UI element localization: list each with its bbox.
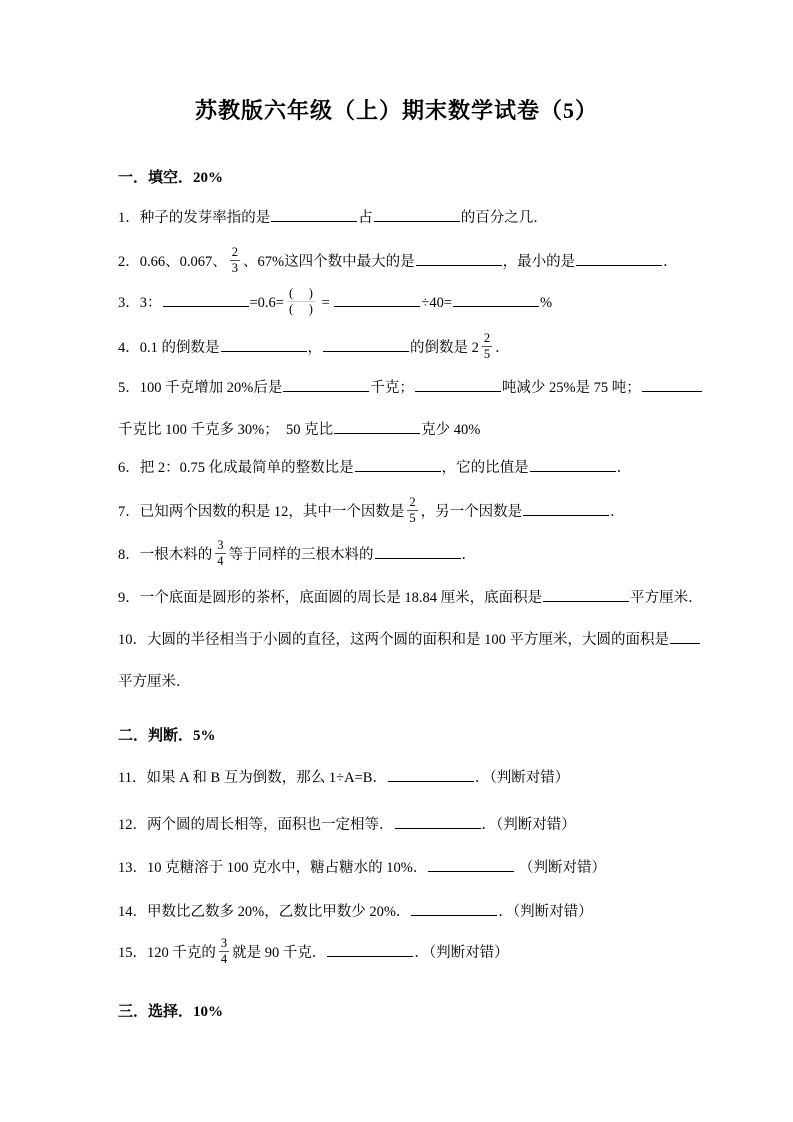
question-9 [118, 578, 703, 618]
fraction-denominator: 5 [483, 347, 491, 362]
question-5-line-2 [118, 410, 480, 450]
question-4 [118, 328, 510, 368]
fraction-denominator: 3 [231, 261, 238, 276]
text-segment: 5．100 千克增加 20%后是 [118, 380, 283, 396]
text-segment: ． [461, 547, 476, 563]
text-segment: 15．120 千克的 [118, 945, 216, 961]
answer-blank[interactable] [411, 901, 497, 916]
fraction-numerator: 2 [483, 331, 491, 346]
fraction-denominator: 4 [220, 952, 228, 967]
text-segment: = [317, 295, 334, 311]
question-6 [118, 448, 631, 488]
answer-blank[interactable] [642, 377, 702, 392]
question-10-line-1 [118, 620, 701, 660]
text-segment: 10．大圆的半径相当于小圆的直径，这两个圆的面积和是 100 平方厘米，大圆的面积是 [118, 632, 669, 648]
text-segment: 克少 40% [421, 422, 481, 438]
answer-blank[interactable] [327, 942, 413, 957]
question-14 [118, 892, 593, 932]
answer-blank[interactable] [576, 251, 662, 266]
text-segment: 平方厘米． [630, 590, 703, 606]
fraction [482, 331, 492, 362]
question-2 [118, 242, 678, 282]
fraction [215, 538, 225, 569]
question-15 [118, 933, 509, 973]
section-judge-heading: 二．判断．5% [118, 728, 216, 744]
fraction-denominator: ( ) [288, 302, 313, 317]
section-fill-heading: 一．填空．20% [118, 170, 224, 186]
answer-blank[interactable] [374, 207, 460, 222]
fraction-denominator: 5 [409, 511, 416, 526]
text-segment: ．（判断对错） [481, 817, 576, 833]
answer-blank[interactable] [543, 587, 629, 602]
text-segment: 千克比 100 千克多 30%； 50 克比 [118, 422, 334, 438]
text-segment: 8．一根木料的 [118, 547, 213, 563]
answer-blank[interactable] [416, 251, 502, 266]
text-segment: 占 [358, 210, 373, 226]
answer-blank[interactable] [163, 292, 249, 307]
fraction [219, 936, 229, 967]
question-12 [118, 805, 576, 845]
text-segment: 13．10 克糖溶于 100 克水中，糖占糖水的 10%． [118, 860, 428, 876]
text-segment: =0.6= [249, 295, 284, 311]
text-segment: （判断对错） [515, 860, 606, 876]
question-1 [118, 198, 548, 238]
text-segment: ． [610, 504, 625, 520]
answer-blank[interactable] [428, 857, 514, 872]
question-11 [118, 758, 569, 798]
answer-blank[interactable] [271, 207, 357, 222]
question-3 [118, 283, 552, 323]
text-segment: 6．把 2：0.75 化成最简单的整数比是 [118, 460, 354, 476]
text-segment: ，它的比值是 [441, 460, 529, 476]
text-segment: 3．3： [118, 295, 162, 311]
answer-blank[interactable] [334, 292, 420, 307]
answer-blank[interactable] [355, 457, 441, 472]
text-segment: 吨减少 25%是 75 吨； [501, 380, 641, 396]
text-segment: 9．一个底面是圆形的茶杯，底面圆的周长是 18.84 厘米，底面积是 [118, 590, 543, 606]
text-segment: 7．已知两个因数的积是 12，其中一个因数是 [118, 504, 405, 520]
answer-blank[interactable] [453, 292, 539, 307]
text-segment: 2．0.66、0.067、 [118, 254, 227, 270]
text-segment: 的倒数是 2 [410, 340, 479, 356]
question-7 [118, 492, 625, 532]
text-segment: 就是 90 千克． [232, 945, 327, 961]
fraction-numerator: 3 [220, 936, 228, 951]
section-choice-heading: 三．选择．10% [118, 1004, 224, 1020]
text-segment: ， [307, 340, 322, 356]
question-10-line-2 [118, 662, 191, 702]
text-segment: % [540, 295, 553, 311]
fraction-numerator: 2 [231, 245, 238, 260]
fraction-numerator: ( ) [288, 286, 313, 301]
answer-blank[interactable] [523, 501, 609, 516]
answer-blank[interactable] [415, 377, 501, 392]
text-segment: ．（判断对错） [474, 770, 570, 786]
text-segment: ． [663, 254, 678, 270]
text-segment: ，最小的是 [502, 254, 576, 270]
answer-blank[interactable] [670, 629, 700, 644]
question-8 [118, 535, 476, 575]
page-title: 苏教版六年级（上）期末数学试卷（5） [194, 98, 598, 123]
text-segment: 的百分之几． [460, 210, 548, 226]
text-segment: ． [495, 340, 510, 356]
text-segment: ，另一个因数是 [420, 504, 523, 520]
answer-blank[interactable] [334, 419, 420, 434]
text-segment: 12．两个圆的周长相等，面积也一定相等． [118, 817, 394, 833]
answer-blank[interactable] [530, 457, 616, 472]
fraction [230, 245, 240, 276]
answer-blank[interactable] [323, 337, 409, 352]
answer-blank[interactable] [221, 337, 307, 352]
answer-blank[interactable] [283, 377, 369, 392]
text-segment: 4．0.1 的倒数是 [118, 340, 220, 356]
text-segment: 平方厘米． [118, 674, 191, 690]
text-segment: 、67%这四个数中最大的是 [243, 254, 415, 270]
fraction [407, 495, 417, 526]
question-13 [118, 848, 606, 888]
answer-blank[interactable] [388, 767, 474, 782]
fraction-numerator: 3 [217, 538, 224, 553]
text-segment: ÷40= [421, 295, 453, 311]
answer-blank[interactable] [375, 544, 461, 559]
text-segment: 14．甲数比乙数多 20%，乙数比甲数少 20%． [118, 904, 411, 920]
text-segment: 等于同样的三根木料的 [228, 547, 374, 563]
fraction-numerator: 2 [409, 495, 416, 510]
answer-blank[interactable] [395, 814, 481, 829]
question-5-line-1 [118, 368, 703, 408]
fraction [287, 286, 315, 317]
text-segment: ． [616, 460, 632, 476]
text-segment: 千克； [370, 380, 414, 396]
text-segment: ．（判断对错） [498, 904, 593, 920]
text-segment: 11．如果 A 和 B 互为倒数，那么 1÷A=B． [118, 770, 387, 786]
fraction-denominator: 4 [217, 554, 224, 569]
text-segment: 1．种子的发芽率指的是 [118, 210, 271, 226]
text-segment: ．（判断对错） [414, 945, 509, 961]
